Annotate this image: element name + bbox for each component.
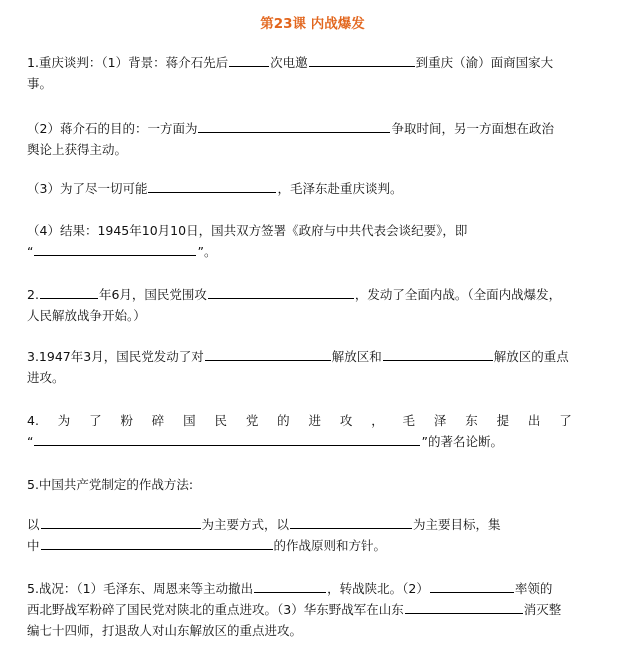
fill-blank[interactable] — [198, 118, 390, 133]
question-1: 1.重庆谈判：（1）背景：蒋介石先后 次电邀 到重庆（渝）面商国家大 事。 — [27, 52, 572, 94]
fill-blank[interactable] — [309, 52, 415, 67]
question-4-char: 了 — [89, 413, 102, 428]
fill-blank[interactable] — [41, 514, 201, 529]
question-4-char: 粉 — [120, 413, 133, 428]
question-4-char: 提 — [496, 413, 510, 428]
fill-blank[interactable] — [290, 514, 412, 529]
question-4-char: 4. — [27, 413, 39, 428]
fill-blank[interactable] — [254, 578, 326, 593]
question-6: 5.战况：（1）毛泽东、周恩来等主动撤出 ，转战陕北。（2） 率领的 西北野战军粉碎了国民党对陕北的重点进攻。（3）华东野战军在山东 消灭整 编七十四师，打退敌人对山东解放区的重点进攻。 — [27, 578, 572, 641]
fill-blank[interactable] — [34, 241, 196, 256]
fill-blank[interactable] — [205, 346, 331, 361]
question-4-line — [27, 410, 572, 431]
question-4-char: 毛 — [402, 413, 416, 428]
question-4-char: ， — [371, 413, 384, 428]
question-4-char: 国 — [183, 413, 196, 428]
question-4-char: 进 — [308, 413, 322, 428]
fill-blank[interactable] — [34, 431, 420, 446]
question-4-char: 东 — [465, 413, 478, 428]
question-4-char: 民 — [214, 413, 227, 428]
question-4-char: 党 — [245, 413, 259, 428]
question-1-part-2: （2）蒋介石的目的：一方面为 争取时间，另一方面想在政治 舆论上获得主动。 — [27, 118, 572, 160]
question-3: 3.1947年3月，国民党发动了对 解放区和 解放区的重点 进攻。 — [27, 346, 572, 388]
question-5: 以 为主要方式，以 为主要目标，集 中 的作战原则和方针。 — [27, 514, 572, 556]
fill-blank[interactable] — [405, 599, 523, 614]
lesson-title: 第23课 内战爆发 — [260, 16, 365, 32]
question-1-part-3: （3）为了尽一切可能 ，毛泽东赴重庆谈判。 — [27, 178, 572, 199]
question-4-char: 为 — [57, 413, 71, 428]
question-4: 4. 为 了 粉 碎 国 民 党 的 进 攻 ， 毛 泽 东 提 出 了 “ ”的著名论断。 — [27, 410, 572, 452]
question-4-char: 攻 — [339, 413, 353, 428]
fill-blank[interactable] — [430, 578, 514, 593]
question-2: 2. 年6月，国民党围攻 ，发动了全面内战。（全面内战爆发， 人民解放战争开始。） — [27, 284, 572, 326]
question-5-heading: 5.中国共产党制定的作战方法: — [27, 477, 194, 492]
fill-blank[interactable] — [208, 284, 354, 299]
fill-blank[interactable] — [229, 52, 269, 67]
fill-blank[interactable] — [40, 284, 98, 299]
question-4-char: 了 — [559, 413, 572, 428]
fill-blank[interactable] — [148, 178, 276, 193]
fill-blank[interactable] — [41, 535, 273, 550]
question-4-char: 的 — [277, 413, 290, 428]
question-1-part-4: （4）结果：1945年10月10日，国共双方签署《政府与中共代表会谈纪要》，即 “ ”。 — [27, 223, 468, 259]
question-4-char: 泽 — [433, 413, 447, 428]
question-4-char: 碎 — [151, 413, 165, 428]
fill-blank[interactable] — [383, 346, 493, 361]
question-4-char: 出 — [527, 413, 541, 428]
